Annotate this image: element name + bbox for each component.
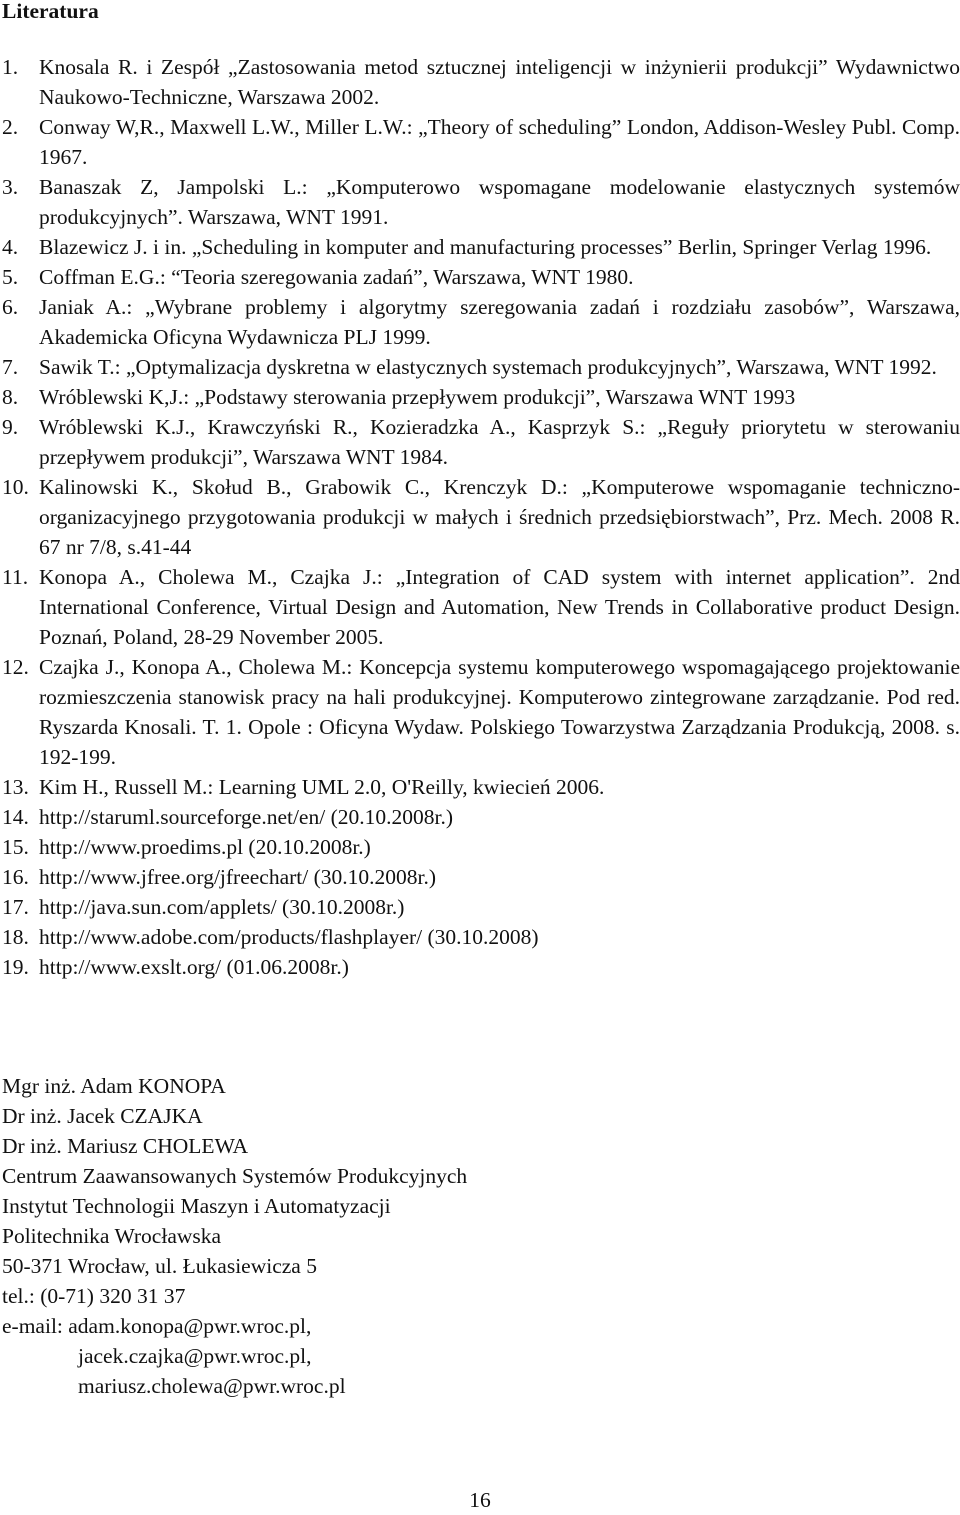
reference-item (0, 292, 960, 352)
reference-item (0, 802, 960, 832)
reference-text: Conway W,R., Maxwell L.W., Miller L.W.: „Theory of scheduling” London, Addison-Wesley Publ. Comp. 1967. (39, 115, 960, 169)
reference-item (0, 412, 960, 472)
reference-item (0, 952, 960, 982)
reference-url: http://staruml.sourceforge.net/en/ (20.10.2008r.) (39, 805, 453, 829)
reference-number: 2. (2, 115, 19, 139)
reference-text: Coffman E.G.: “Teoria szeregowania zadań”, Warszawa, WNT 1980. (39, 265, 634, 289)
reference-text: Wróblewski K.J., Krawczyński R., Kozieradzka A., Kasprzyk S.: „Reguły priorytetu w sterowaniu przepływem produkcji”, Warszawa WNT 1984. (39, 415, 960, 469)
reference-item (0, 232, 960, 262)
reference-number: 1. (2, 55, 19, 79)
reference-text: Banaszak Z, Jampolski L.: „Komputerowo wspomagane modelowanie elastycznych systemów produkcyjnych”. Warszawa, WNT 1991. (39, 175, 960, 229)
reference-number: 10. (2, 475, 29, 499)
author-name: Dr inż. Jacek CZAJKA (2, 1104, 203, 1128)
reference-item (0, 112, 960, 172)
author-affiliation-block (2, 1071, 467, 1401)
reference-item (0, 172, 960, 232)
reference-item (0, 262, 960, 292)
reference-item (0, 892, 960, 922)
reference-item (0, 922, 960, 952)
reference-number: 7. (2, 355, 19, 379)
reference-list (0, 52, 960, 982)
reference-number: 16. (2, 865, 29, 889)
reference-number: 18. (2, 925, 29, 949)
reference-text: Czajka J., Konopa A., Cholewa M.: Koncepcja systemu komputerowego wspomagającego projektowanie rozmieszczenia stanowisk pracy na hali produkcyjnej. Komputerowo zintegrowane zarządzanie. Pod red. Ryszarda Knosali. T. 1. Opole : Oficyna Wydaw. Polskiego Towarzystwa Zarządzania Produkcją, 2008. s. 192-199. (39, 655, 960, 769)
reference-item (0, 862, 960, 892)
email-line: e-mail: adam.konopa@pwr.wroc.pl, (2, 1314, 312, 1338)
reference-url: http://www.adobe.com/products/flashplayer/ (30.10.2008) (39, 925, 539, 949)
reference-text: Wróblewski K,J.: „Podstawy sterowania przepływem produkcji”, Warszawa WNT 1993 (39, 385, 796, 409)
reference-number: 9. (2, 415, 19, 439)
reference-text: Blazewicz J. i in. „Scheduling in komputer and manufacturing processes” Berlin, Springer Verlag 1996. (39, 235, 932, 259)
author-name: Dr inż. Mariusz CHOLEWA (2, 1134, 249, 1158)
reference-number: 5. (2, 265, 19, 289)
reference-url: http://www.proedims.pl (20.10.2008r.) (39, 835, 371, 859)
affiliation-center: Centrum Zaawansowanych Systemów Produkcyjnych (2, 1164, 468, 1188)
phone-number: tel.: (0-71) 320 31 37 (2, 1284, 186, 1308)
postal-address: 50-371 Wrocław, ul. Łukasiewicza 5 (2, 1254, 317, 1278)
reference-number: 11. (2, 565, 29, 589)
reference-text: Janiak A.: „Wybrane problemy i algorytmy szeregowania zadań i rozdziału zasobów”, Warszawa, Akademicka Oficyna Wydawnicza PLJ 1999. (39, 295, 960, 349)
reference-number: 13. (2, 775, 29, 799)
affiliation-institute: Instytut Technologii Maszyn i Automatyzacji (2, 1194, 391, 1218)
reference-text: Kalinowski K., Skołud B., Grabowik C., Krenczyk D.: „Komputerowe wspomaganie techniczno-organizacyjnego przygotowania produkcji w małych i średnich przedsiębiorstwach”, Prz. Mech. 2008 R. 67 nr 7/8, s.41-44 (39, 475, 960, 559)
reference-item (0, 832, 960, 862)
reference-item (0, 472, 960, 562)
reference-number: 4. (2, 235, 19, 259)
reference-item (0, 652, 960, 772)
reference-number: 3. (2, 175, 19, 199)
reference-item (0, 52, 960, 112)
email-address: jacek.czajka@pwr.wroc.pl, (78, 1344, 312, 1368)
page-number: 16 (469, 1488, 491, 1512)
reference-item (0, 562, 960, 652)
reference-url: http://java.sun.com/applets/ (30.10.2008r.) (39, 895, 405, 919)
reference-number: 17. (2, 895, 29, 919)
reference-number: 8. (2, 385, 19, 409)
reference-text: Konopa A., Cholewa M., Czajka J.: „Integration of CAD system with internet application”. 2nd International Conference, Virtual Design and Automation, New Trends in Collaborative product Design. Poznań, Poland, 28-29 November 2005. (39, 565, 960, 649)
reference-number: 19. (2, 955, 29, 979)
reference-number: 12. (2, 655, 29, 679)
reference-item (0, 352, 960, 382)
affiliation-university: Politechnika Wrocławska (2, 1224, 222, 1248)
reference-url: http://www.exslt.org/ (01.06.2008r.) (39, 955, 349, 979)
reference-number: 6. (2, 295, 19, 319)
reference-text: Sawik T.: „Optymalizacja dyskretna w elastycznych systemach produkcyjnych”, Warszawa, WNT 1992. (39, 355, 937, 379)
reference-number: 14. (2, 805, 29, 829)
author-name: Mgr inż. Adam KONOPA (2, 1074, 226, 1098)
reference-number: 15. (2, 835, 29, 859)
email-address: mariusz.cholewa@pwr.wroc.pl (78, 1374, 346, 1398)
reference-text: Kim H., Russell M.: Learning UML 2.0, O'Reilly, kwiecień 2006. (39, 775, 605, 799)
reference-text: Knosala R. i Zespół „Zastosowania metod sztucznej inteligencji w inżynierii produkcji” Wydawnictwo Naukowo-Techniczne, Warszawa 2002. (39, 55, 960, 109)
reference-url: http://www.jfree.org/jfreechart/ (30.10.2008r.) (39, 865, 437, 889)
reference-item (0, 772, 960, 802)
section-heading: Literatura (2, 0, 99, 23)
reference-item (0, 382, 960, 412)
